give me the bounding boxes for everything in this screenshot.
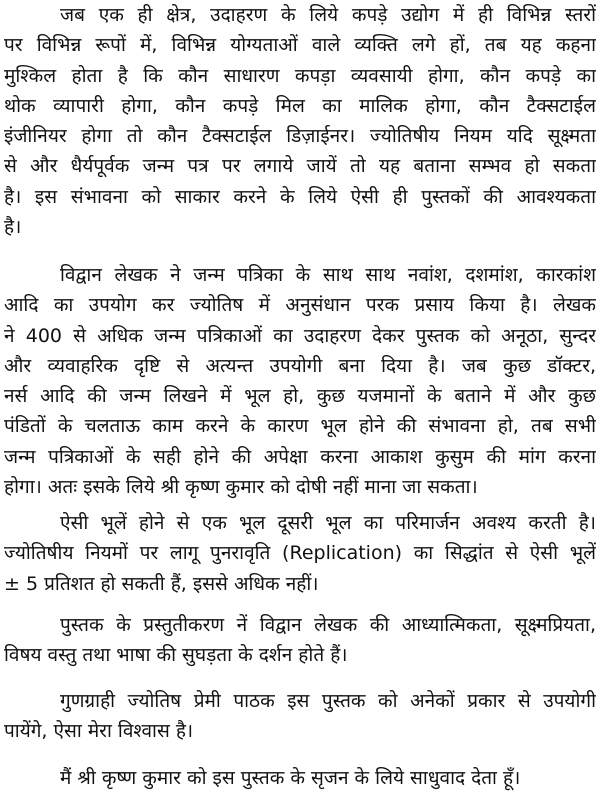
paragraph-3 (4, 508, 596, 599)
text-line: ऐसी भूलें होने से एक भूल दूसरी भूल का परिमार्जन अवश्य करती है। (60, 512, 596, 534)
text-line: आदि का उपयोग कर ज्योतिष में अनुसंधान परक प्रसाय किया है। लेखक (4, 294, 596, 317)
text-line: होगा। अतः इसके लिये श्री कृष्ण कुमार को दोषी नहीं माना जा सकता। (4, 476, 478, 499)
text-line: पुस्तक के प्रस्तुतीकरण नें विद्वान लेखक की आध्यात्मिकता, सूक्ष्मप्रियता, (60, 614, 596, 636)
text-line: से और धैर्यपूर्वक जन्म पत्र पर लगाये जायें तो यह बताना सम्भव हो सकता (4, 155, 596, 178)
text-line: विद्वान लेखक ने जन्म पत्रिका के साथ साथ नवांश, दशमांश, कारकांश (60, 264, 596, 286)
text-line: मैं श्री कृष्ण कुमार को इस पुस्तक के सृजन के लिये साधुवाद देता हूँ। (60, 767, 521, 789)
paragraph-1 (4, 0, 596, 242)
text-line: पायेंगे, ऐसा मेरा विश्वास है। (4, 720, 194, 743)
text-line: है। (4, 216, 22, 239)
paragraph-2 (4, 260, 596, 502)
paragraph-5 (4, 686, 596, 747)
text-line: इंजीनियर होगा तो कौन टैक्सटाईल डिज़ाईनर। ज्योतिषीय नियम यदि सूक्ष्मता (4, 125, 596, 148)
text-line: पर विभिन्न रूपों में, विभिन्न योग्यताओं वाले व्यक्ति लगे हों, तब यह कहना (4, 34, 596, 57)
text-line: ± 5 प्रतिशत हो सकती हैं, इससे अधिक नहीं। (4, 572, 319, 595)
text-line: जन्म पत्रिकाओं के सही होने की अपेक्षा करना आकाश कुसुम की मांग करना (4, 445, 596, 468)
text-line: ज्योतिषीय नियमों पर लागू पुनरावृति (Replication) का सिद्धांत से ऐसी भूलें (4, 542, 596, 565)
text-line: मुश्किल होता है कि कौन साधारण कपड़ा व्यवसायी होगा, कौन कपड़े का (4, 64, 596, 87)
paragraph-6 (4, 763, 596, 793)
text-line: है। इस संभावना को साकार करने के लिये ऐसी ही पुस्तकों की आवश्यकता (4, 185, 596, 208)
text-line: विषय वस्तु तथा भाषा की सुघड़ता के दर्शन होते हैं। (4, 644, 348, 667)
text-line: नर्स आदि की जन्म लिखने में भूल हो, कुछ यजमानों के बताने में और कुछ (4, 385, 596, 408)
paragraph-4 (4, 610, 596, 671)
text-line: जब एक ही क्षेत्र, उदाहरण के लिये कपड़े उद्योग में ही विभिन्न स्तरों (60, 4, 596, 26)
text-line: पंडितों के चलताऊ काम करने के कारण भूल होने की संभावना हो, तब सभी (4, 415, 596, 438)
text-line: ने 400 से अधिक जन्म पत्रिकाओं का उदाहरण देकर पुस्तक को अनूठा, सुन्दर (4, 324, 596, 347)
text-line: और व्यवाहरिक दृष्टि से अत्यन्त उपयोगी बना दिया है। जब कुछ डॉक्टर, (4, 354, 596, 377)
text-line: गुणग्राही ज्योतिष प्रेमी पाठक इस पुस्तक को अनेकों प्रकार से उपयोगी (60, 690, 596, 712)
text-line: थोक व्यापारी होगा, कौन कपड़े मिल का मालिक होगा, कौन टैक्सटाईल (4, 94, 596, 117)
